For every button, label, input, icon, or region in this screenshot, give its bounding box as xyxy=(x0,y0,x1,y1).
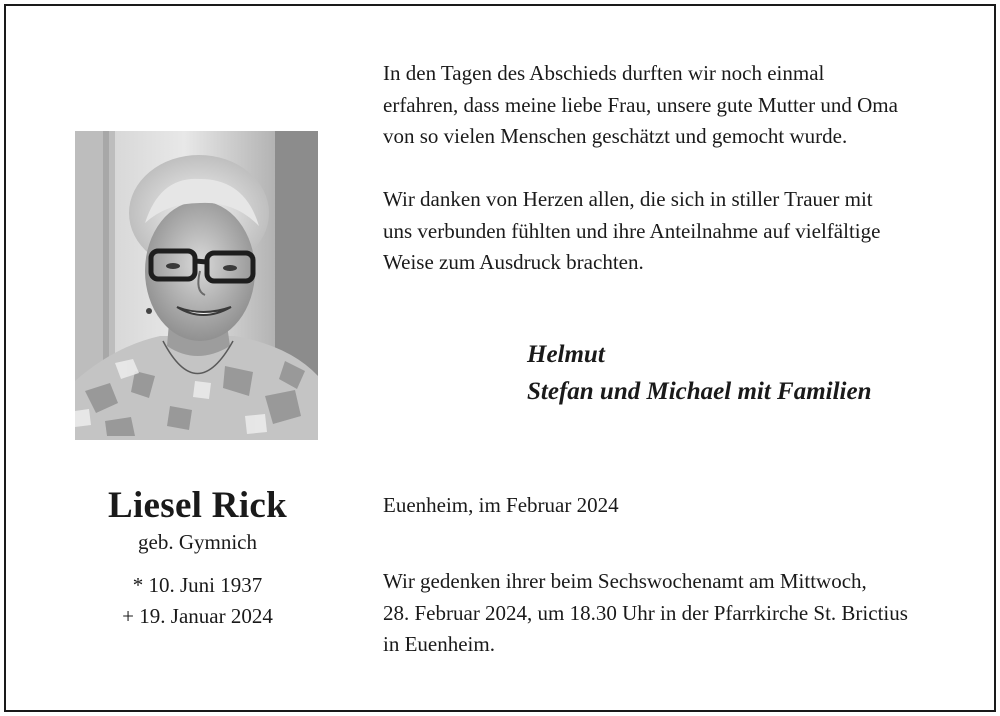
thanks-paragraph-2 xyxy=(383,184,880,279)
text-line: Wir danken von Herzen allen, die sich in stiller Trauer mit xyxy=(383,187,873,211)
birth-name: geb. Gymnich xyxy=(138,530,257,554)
text-line: Weise zum Ausdruck brachten. xyxy=(383,250,644,274)
thanks-paragraph-1 xyxy=(383,58,898,153)
portrait-photo xyxy=(75,131,318,440)
text-line: erfahren, dass meine liebe Frau, unsere gute Mutter und Oma xyxy=(383,92,898,117)
deceased-name: Liesel Rick xyxy=(107,485,288,526)
birth-date: * 10. Juni 1937 xyxy=(132,573,263,597)
memorial-paragraph xyxy=(383,566,908,661)
text-line: von so vielen Menschen geschätzt und gemocht wurde. xyxy=(383,124,848,148)
text-line: In den Tagen des Abschieds durften wir noch einmal xyxy=(383,61,825,85)
signature-line: Helmut xyxy=(527,341,605,368)
life-dates xyxy=(70,570,325,632)
place-and-date: Euenheim, im Februar 2024 xyxy=(383,493,619,517)
text-line: in Euenheim. xyxy=(383,632,495,656)
text-line: Wir gedenken ihrer beim Sechswochenamt am Mittwoch, xyxy=(383,569,867,593)
text-line: uns verbunden fühlten und ihre Anteilnahme auf vielfältige xyxy=(383,218,881,243)
death-date: + 19. Januar 2024 xyxy=(122,604,273,628)
text-line: 28. Februar 2024, um 18.30 Uhr in der Pfarrkirche St. Brictius xyxy=(383,600,908,625)
signature-line: Stefan und Michael mit Familien xyxy=(527,378,872,405)
family-signatures xyxy=(527,336,872,410)
